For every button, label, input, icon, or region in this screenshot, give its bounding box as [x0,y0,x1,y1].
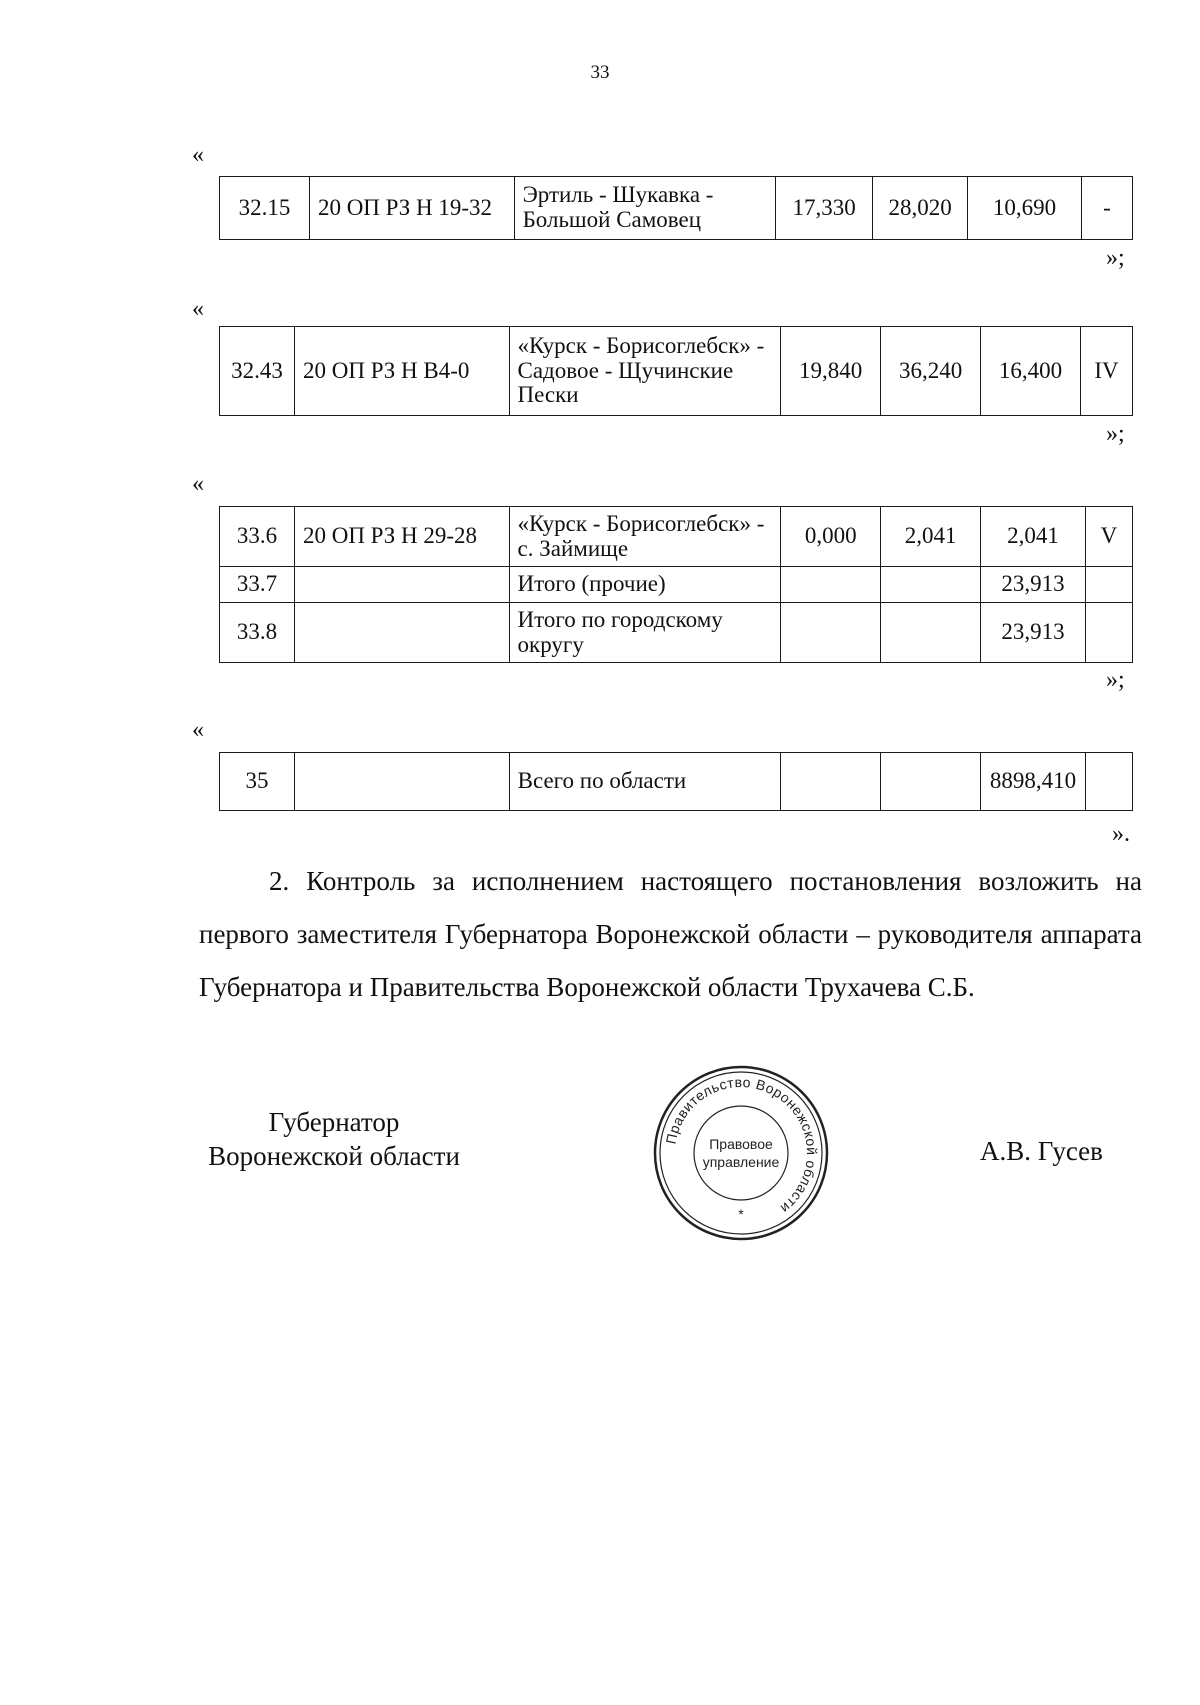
svg-text:Правительство Воронежской обла: Правительство Воронежской области [662,1073,821,1218]
table-row [220,177,1133,240]
km-start [781,567,881,603]
road-code: 20 ОП РЗ Н 19-32 [309,177,514,240]
road-category: - [1082,177,1133,240]
official-stamp [650,1062,832,1244]
row-number: 33.6 [220,507,295,567]
length-km: 2,041 [981,507,1086,567]
table-row [220,753,1133,811]
road-name: «Курск - Борисоглебск» - Садовое - Щучинские Пески [509,327,781,416]
road-category [1086,753,1133,811]
km-start: 0,000 [781,507,881,567]
row-number: 35 [220,753,295,811]
km-start [781,603,881,663]
table-fragment-2 [219,326,1133,416]
stamp-seal-icon [650,1062,832,1244]
paragraph-text: 2. Контроль за исполнением настоящего постановления возложить на первого заместителя Губернатора Воронежской области – руководителя аппарата Губернатора и Правительства Воронежской области Трухачева С.Б. [199,866,1142,1002]
open-quote: « [192,717,204,743]
km-end: 28,020 [873,177,968,240]
length-km: 16,400 [981,327,1081,416]
row-number: 32.15 [220,177,310,240]
table-row [220,567,1133,603]
close-quote: »; [1106,667,1125,693]
km-end [881,603,981,663]
svg-text:*: * [738,1206,744,1222]
road-category: IV [1080,327,1132,416]
km-end: 36,240 [881,327,981,416]
km-start: 19,840 [781,327,881,416]
road-category [1085,567,1132,603]
open-quote: « [192,142,204,168]
road-category: V [1085,507,1132,567]
row-number: 33.7 [220,567,295,603]
road-name: Итого по городскому округу [509,603,781,663]
table-fragment-4 [219,752,1133,811]
length-km: 10,690 [968,177,1082,240]
close-quote: »; [1106,421,1125,447]
road-category [1085,603,1132,663]
km-end [881,753,981,811]
open-quote: « [192,471,204,497]
table-row [220,603,1133,663]
road-code [294,753,509,811]
km-end [881,567,981,603]
table-row [220,327,1133,416]
close-quote: »; [1106,245,1125,271]
length-km: 23,913 [981,567,1086,603]
road-code [294,603,509,663]
km-end: 2,041 [881,507,981,567]
position-line-1: Губернатор [268,1107,400,1137]
resolution-paragraph [199,855,1142,1014]
table-fragment-3 [219,506,1133,663]
length-km: 8898,410 [981,753,1086,811]
open-quote: « [192,296,204,322]
table-row [220,507,1133,567]
length-km: 23,913 [981,603,1086,663]
close-quote: ». [1112,821,1130,847]
signatory-position [199,1105,469,1173]
km-start [781,753,881,811]
position-line-2: Воронежской области [208,1141,460,1171]
page-number: 33 [590,62,610,83]
row-number: 33.8 [220,603,295,663]
km-start: 17,330 [776,177,873,240]
svg-text:Правовое: Правовое [709,1136,773,1152]
road-name: Итого (прочие) [509,567,781,603]
row-number: 32.43 [220,327,295,416]
road-code [294,567,509,603]
road-name: «Курск - Борисоглебск» - с. Займище [509,507,781,567]
road-name: Эртиль - Шукавка - Большой Самовец [514,177,776,240]
road-name: Всего по области [509,753,781,811]
svg-text:управление: управление [702,1154,780,1170]
road-code: 20 ОП РЗ Н 29-28 [294,507,509,567]
signatory-name: А.В. Гусев [980,1136,1103,1166]
table-fragment-1 [219,176,1133,240]
road-code: 20 ОП РЗ Н В4-0 [294,327,509,416]
